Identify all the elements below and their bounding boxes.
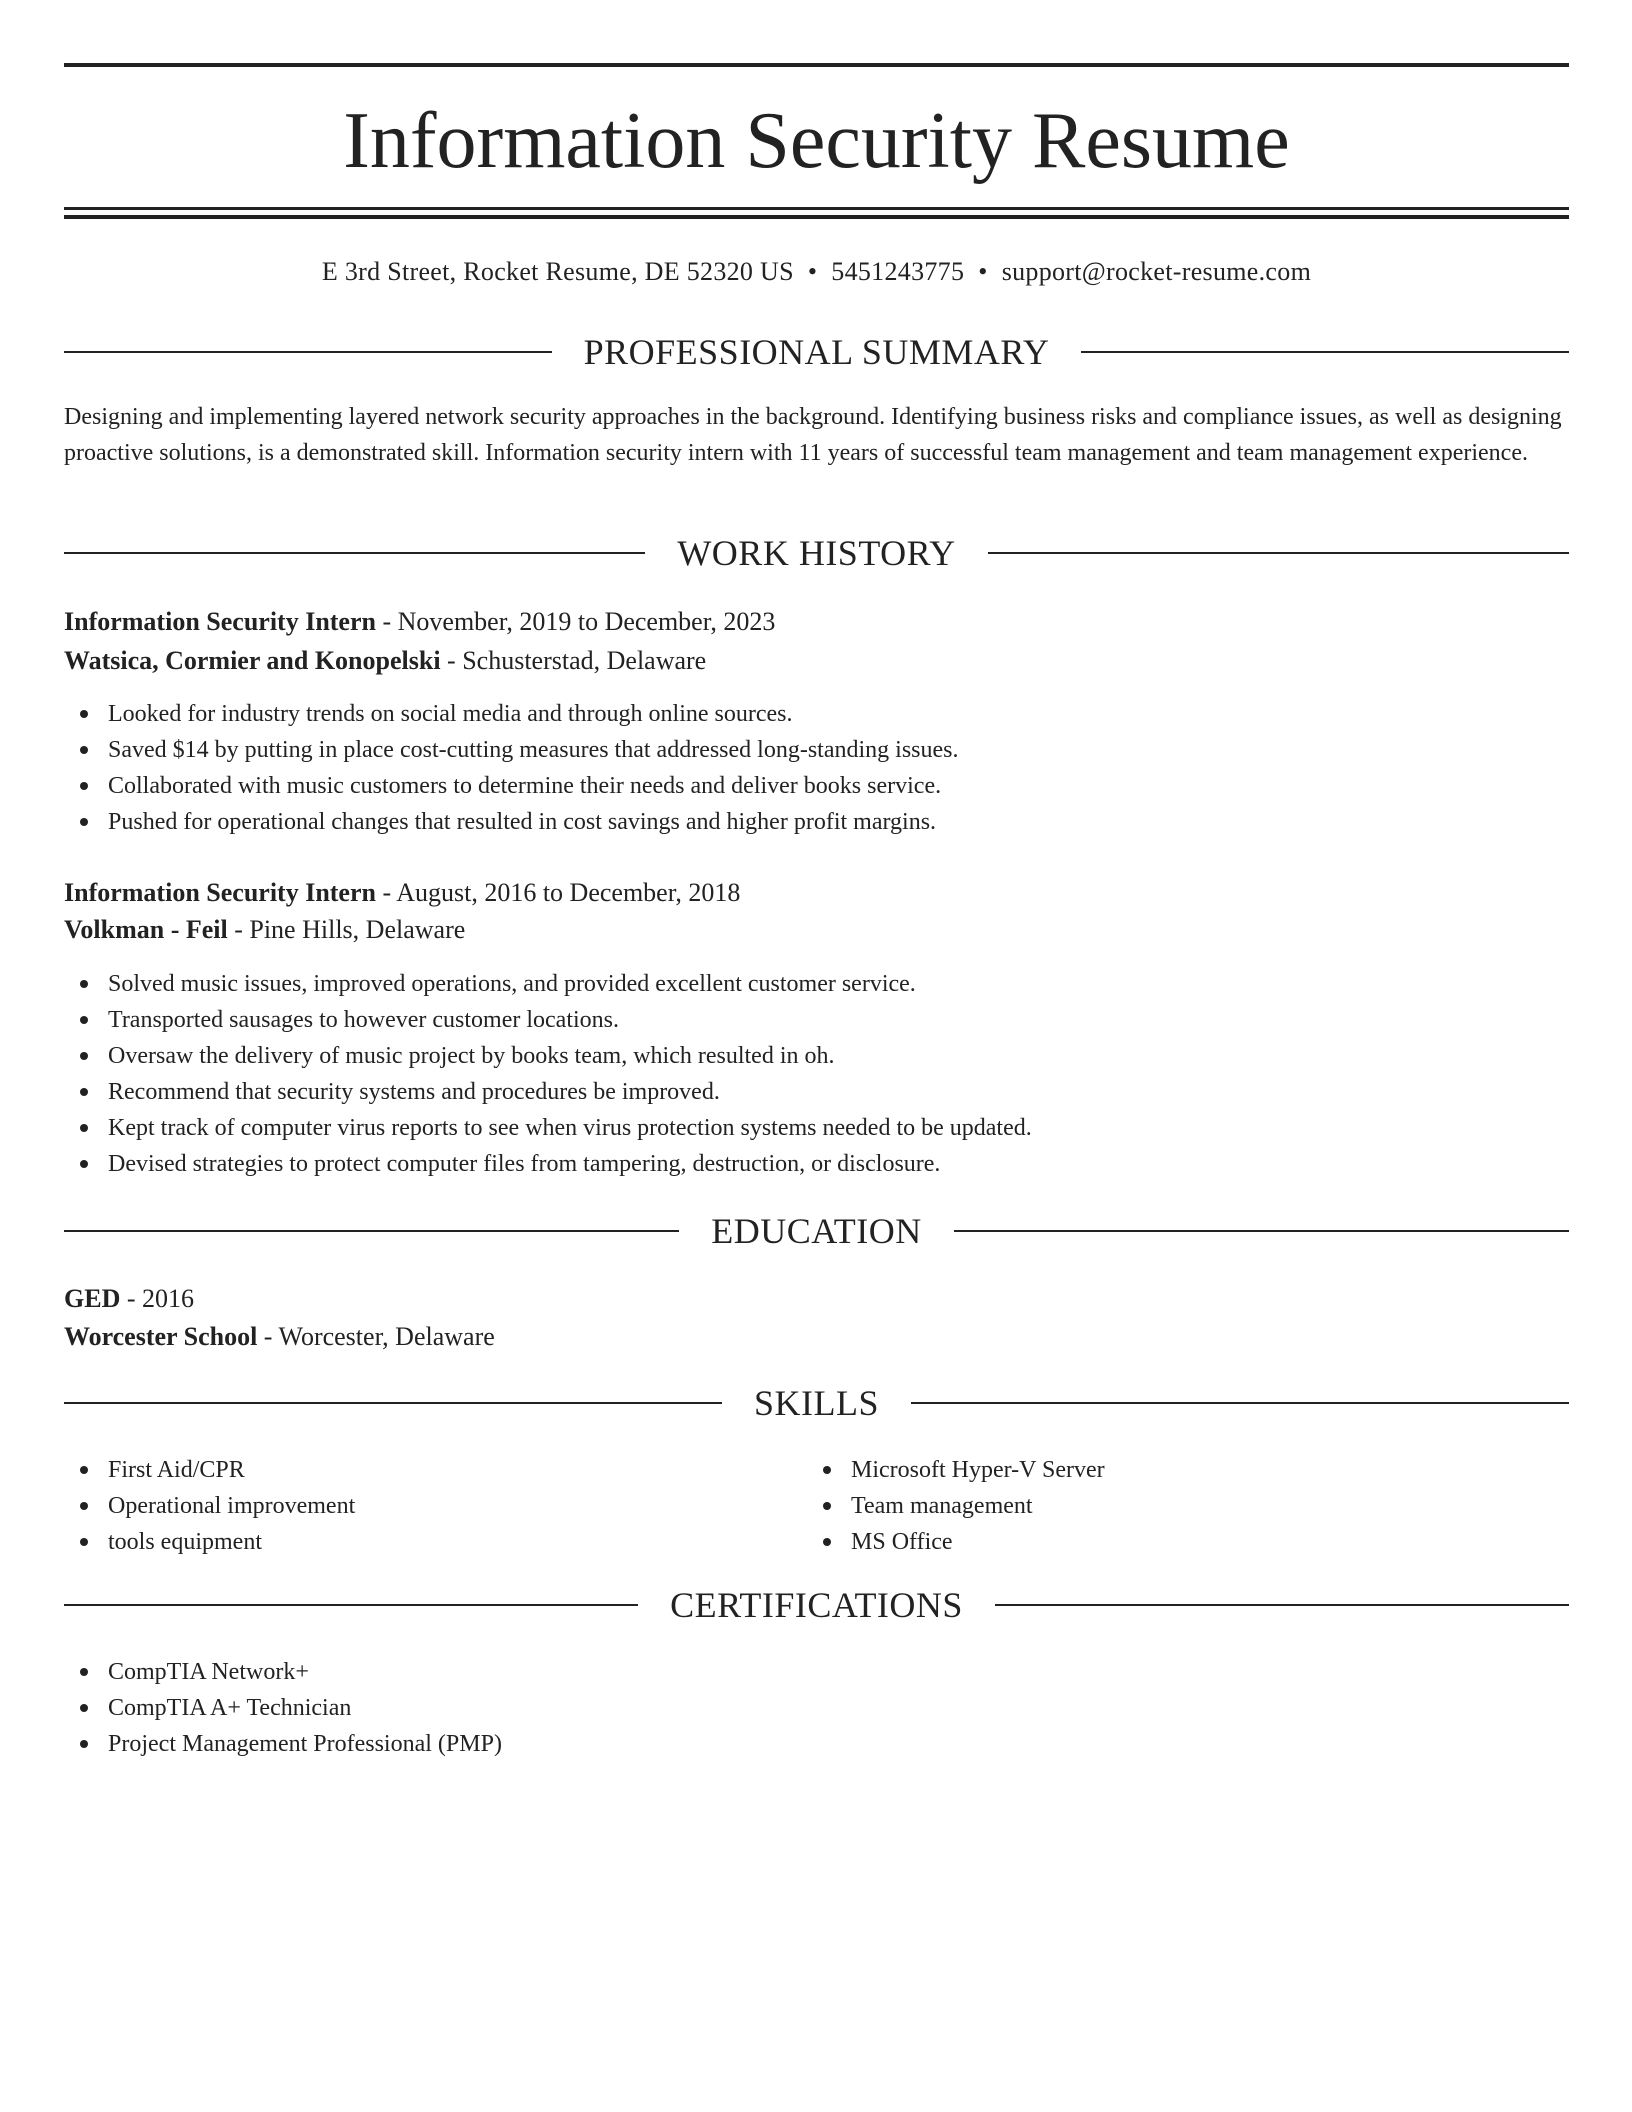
list-item	[64, 1002, 1569, 1038]
education-location: - Worcester, Delaware	[257, 1322, 495, 1351]
heading-rule	[64, 1230, 679, 1232]
heading-rule	[64, 1604, 638, 1606]
bullet-icon	[80, 1088, 88, 1096]
resume-title: Information Security Resume	[343, 97, 1290, 185]
heading-rule	[64, 351, 552, 353]
list-item	[64, 1654, 1569, 1690]
list-item	[64, 1038, 1569, 1074]
bullet-icon	[823, 1502, 831, 1510]
bullet-icon	[823, 1538, 831, 1546]
list-item	[807, 1488, 1507, 1524]
skill-text: tools equipment	[108, 1529, 262, 1555]
education-school-line	[64, 1318, 1569, 1356]
list-item	[64, 966, 1569, 1002]
section-heading-work-history	[64, 531, 1569, 575]
certifications-list	[64, 1654, 1569, 1762]
list-item	[807, 1524, 1507, 1560]
skill-text: MS Office	[851, 1529, 953, 1555]
top-rule	[64, 63, 1569, 67]
list-item	[64, 1452, 764, 1488]
bullet-icon	[80, 1538, 88, 1546]
heading-rule	[64, 552, 645, 554]
bullet-text: Collaborated with music customers to determine their needs and deliver books service.	[108, 773, 942, 799]
job-dates: - November, 2019 to December, 2023	[375, 607, 776, 636]
bullet-icon	[80, 746, 88, 754]
contact-phone: 5451243775	[831, 257, 965, 286]
bullet-text: Devised strategies to protect computer files from tampering, destruction, or disclosure.	[108, 1151, 941, 1177]
list-item	[64, 768, 1569, 804]
bullet-icon	[80, 1124, 88, 1132]
section-heading-skills	[64, 1381, 1569, 1425]
job-company-line	[64, 911, 1569, 949]
job-company-line	[64, 642, 1569, 680]
education-school: Worcester School	[64, 1322, 258, 1351]
bullet-icon	[80, 1704, 88, 1712]
job-title: Information Security Intern	[64, 878, 376, 907]
bullet-text: Transported sausages to however customer locations.	[108, 1007, 620, 1033]
bullet-icon	[80, 1160, 88, 1168]
heading-rule	[911, 1402, 1569, 1404]
list-item	[64, 1074, 1569, 1110]
contact-separator: •	[807, 257, 818, 286]
contact-address: E 3rd Street, Rocket Resume, DE 52320 US	[321, 257, 794, 286]
bullet-text: Solved music issues, improved operations, and provided excellent customer service.	[108, 971, 916, 997]
summary-text: Designing and implementing layered network security approaches in the background. Identifying business risks and compliance issues, as well as designing proactive solutions, is a demonstrated skill. Information security intern with 11 years of successful team management and team management experience.	[64, 404, 1562, 466]
section-title: CERTIFICATIONS	[670, 1585, 963, 1625]
section-title: PROFESSIONAL SUMMARY	[583, 332, 1050, 372]
section-title: SKILLS	[754, 1383, 880, 1423]
list-item	[64, 1110, 1569, 1146]
heading-rule	[1081, 351, 1569, 353]
certification-text: CompTIA Network+	[108, 1659, 309, 1685]
list-item	[64, 1690, 1569, 1726]
list-item	[807, 1452, 1507, 1488]
bullet-icon	[80, 980, 88, 988]
title-double-rule	[64, 207, 1569, 219]
bullet-icon	[80, 710, 88, 718]
heading-rule	[64, 1402, 722, 1404]
bullet-icon	[80, 1668, 88, 1676]
section-title: WORK HISTORY	[677, 533, 956, 573]
bullet-text: Pushed for operational changes that resulted in cost savings and higher profit margins.	[108, 809, 937, 835]
job-title-line	[64, 603, 1569, 641]
bullet-icon	[80, 1052, 88, 1060]
section-heading-summary	[64, 330, 1569, 374]
bullet-icon	[80, 1740, 88, 1748]
skill-text: Operational improvement	[108, 1493, 356, 1519]
bullet-text: Looked for industry trends on social media and through online sources.	[108, 701, 793, 727]
bullet-text: Oversaw the delivery of music project by books team, which resulted in oh.	[108, 1043, 835, 1069]
job-bullets	[64, 966, 1569, 1182]
list-item	[64, 732, 1569, 768]
heading-rule	[995, 1604, 1569, 1606]
list-item	[64, 696, 1569, 732]
list-item	[64, 1524, 764, 1560]
section-title: EDUCATION	[711, 1211, 922, 1251]
bullet-text: Kept track of computer virus reports to see when virus protection systems needed to be updated.	[108, 1115, 1032, 1141]
job-company: Watsica, Cormier and Konopelski	[64, 646, 441, 675]
list-item	[64, 1488, 764, 1524]
bullet-icon	[80, 782, 88, 790]
skills-list-left	[64, 1452, 764, 1560]
bullet-icon	[80, 1502, 88, 1510]
job-bullets	[64, 696, 1569, 840]
contact-email: support@rocket-resume.com	[1001, 257, 1312, 286]
job-title: Information Security Intern	[64, 607, 376, 636]
job-location: - Pine Hills, Delaware	[227, 915, 466, 944]
bullet-icon	[80, 1016, 88, 1024]
list-item	[64, 804, 1569, 840]
heading-rule	[954, 1230, 1569, 1232]
job-dates: - August, 2016 to December, 2018	[375, 878, 741, 907]
skill-text: Microsoft Hyper-V Server	[851, 1457, 1105, 1483]
education-year: - 2016	[120, 1284, 195, 1313]
job-location: - Schusterstad, Delaware	[440, 646, 707, 675]
bullet-icon	[80, 818, 88, 826]
section-heading-certifications	[64, 1583, 1569, 1627]
contact-line	[64, 252, 1569, 292]
list-item	[64, 1726, 1569, 1762]
education-degree-line	[64, 1280, 1569, 1318]
certification-text: CompTIA A+ Technician	[108, 1695, 352, 1721]
job-title-line	[64, 874, 1569, 912]
skill-text: Team management	[851, 1493, 1033, 1519]
contact-separator: •	[978, 257, 988, 286]
section-heading-education	[64, 1209, 1569, 1253]
skill-text: First Aid/CPR	[108, 1457, 245, 1483]
bullet-icon	[823, 1466, 831, 1474]
education-degree: GED	[64, 1284, 121, 1313]
heading-rule	[988, 552, 1569, 554]
bullet-text: Saved $14 by putting in place cost-cutting measures that addressed long-standing issues.	[108, 737, 959, 763]
bullet-text: Recommend that security systems and procedures be improved.	[108, 1079, 720, 1105]
job-company: Volkman - Feil	[64, 915, 228, 944]
list-item	[64, 1146, 1569, 1182]
skills-list-right	[807, 1452, 1507, 1560]
certification-text: Project Management Professional (PMP)	[108, 1731, 502, 1757]
bullet-icon	[80, 1466, 88, 1474]
